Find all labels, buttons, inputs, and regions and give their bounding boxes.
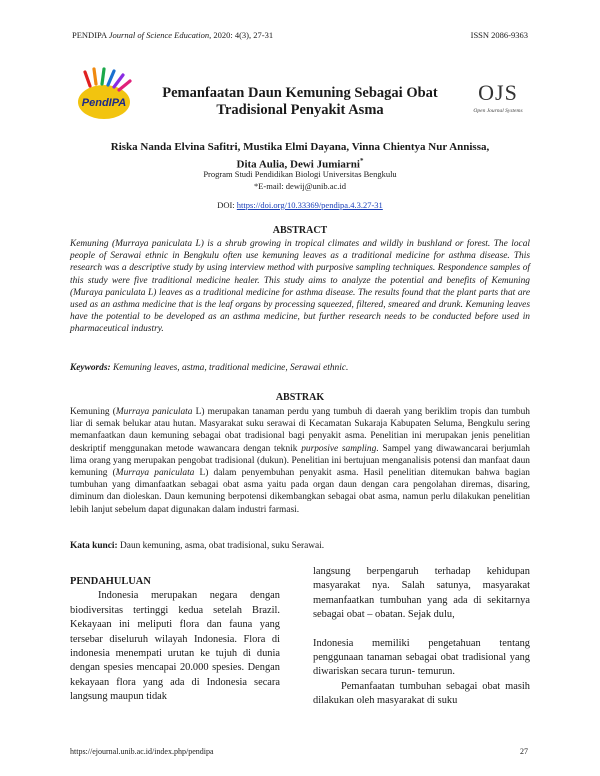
author-list xyxy=(70,140,530,172)
keywords-label: Keywords: xyxy=(70,363,111,373)
abstract-heading: ABSTRACT xyxy=(272,225,328,236)
abstrak-text-d: L) dalam penyembuhan penyakit asma. Hasil penelitian ditemukan bahwa bagian tumbuhan yang dimanfaatkan sebagai obat asma yaitu pada organ daun dengan cara pengolahan diremas, disaring, diminum dan dioleskan. Daun kemuning berpotensi dikembangkan sebagai obat asma, namun perlu dilakukan penelitian lebih lanjut sebelum dapat digunakan dalam industri farmasi. xyxy=(70,468,530,515)
abstrak-purposive: purposive sampling xyxy=(301,443,377,454)
author-line-1: Riska Nanda Elvina Safitri, Mustika Elmi Dayana, Vinna Chientya Nur Annissa, xyxy=(110,141,490,153)
paragraph-gap xyxy=(313,623,530,637)
ojs-logo xyxy=(462,78,534,118)
doi-label: DOI: xyxy=(217,200,237,210)
doi-line xyxy=(70,200,530,210)
ojs-logo-text: OJS xyxy=(478,80,518,105)
intro-heading: PENDAHULUAN xyxy=(70,576,151,587)
running-header-issn: ISSN 2086-9363 xyxy=(470,30,528,40)
abstrak-species-2: Murraya paniculata xyxy=(115,468,195,479)
abstract-body: Kemuning (Murraya paniculata L) is a shrub growing in tropical climates and wildly in bushland or forest. The local people of Serawai ethnic in Bengkulu often use kemuning leaves as a traditional medicine for asthma disease. This research was a descriptive study by using interview method with purposive sampling techniques. Respondence samples of this study were five traditional medicine healer. This study aims to analyze the potential and benefits of Kemuning (Muraya paniculata L) leaves as a traditional medicine for asthma disease. The results found that the plant parts that are used as an asthma medicine that is the leaf organs by processing squeezed, filtered, smeared and drunk. Kemuning leaves have the potential to be developed as an asthma medicine, but further research needs to be conducted before used in pharmaceutical industry. xyxy=(70,239,530,335)
kata-kunci-label: Kata kunci: xyxy=(70,541,118,551)
pendipa-logo xyxy=(70,66,156,124)
abstract-keywords xyxy=(70,362,530,374)
intro-paragraph-3: Pemanfaatan tumbuhan sebagai obat masih dilakukan oleh masyarakat di suku xyxy=(313,680,530,707)
doi-link[interactable]: https://doi.org/10.33369/pendipa.4.3.27-31 xyxy=(236,200,383,210)
corresponding-mark: * xyxy=(359,157,364,165)
abstrak-text-a: Kemuning ( xyxy=(70,407,116,417)
abstrak-text-b: L) merupakan tanaman perdu yang tumbuh di daerah yang beriklim tropis dan tumbuh liar di semak belukar atau hutan. Masyarakat suku serawai di Kecamatan Sukaraja Kabupaten Seluma, Bengkulu sering memanfaatkan daun kemuning sebagai obat tradisional bagi penyakit asma. Penelitian ini merupakan jenis penelitian deskriptif menggunakan metode wawancara dengan teknik xyxy=(70,407,530,454)
abstrak-text-c: . Sampel yang diwawancarai berjumlah lima orang yang merupakan pengobat tradisional (dukun). Penelitian ini bertujuan menganalisis potensi dan manfaat daun kemuning ( xyxy=(70,443,530,479)
abstrak-heading: ABSTRAK xyxy=(275,392,325,403)
running-header-journal xyxy=(72,30,273,40)
body-column-left xyxy=(70,575,280,705)
page-number: 27 xyxy=(520,747,528,756)
corresponding-email: *E-mail: dewij@unib.ac.id xyxy=(253,181,347,191)
abstrak-body xyxy=(70,406,530,516)
paper-title-line-2: Tradisional Penyakit Asma xyxy=(216,102,384,118)
intro-paragraph-1-cont: langsung berpengaruh terhadap kehidupan masyarakat nya. Salah satunya, masyarakat memanfaatkan tumbuhan yang ada di sekitarnya sebagai obat – obatan. Sejak dulu, xyxy=(313,566,530,621)
abstrak-species: Murraya paniculata xyxy=(115,407,193,417)
pendipa-logo-text: PendIPA xyxy=(81,97,127,109)
footer-url: https://ejournal.unib.ac.id/index.php/pendipa xyxy=(70,747,214,756)
body-column-right xyxy=(313,565,530,709)
affiliation: Program Studi Pendidikan Biologi Universitas Bengkulu xyxy=(203,169,397,179)
kata-kunci-text: Daun kemuning, asma, obat tradisional, suku Serawai. xyxy=(117,541,325,551)
intro-paragraph-1: Indonesia merupakan negara dengan biodiversitas tertinggi kedua setelah Brazil. Kekayaan ini meliputi flora dan fauna yang tersebar diseluruh wilayah Indonesia. Flora di indonesia menempati urutan ke tujuh di dunia dengan spesies mencapai 20.000 spesies. Dengan kekayaan flora yang ada di Indonesia secara langsung maupun tidak xyxy=(70,590,280,703)
ojs-logo-subtext: Open Journal Systems xyxy=(473,108,523,114)
intro-paragraph-2: Indonesia memiliki pengetahuan tentang penggunaan tanaman sebagai obat tradisional yang diwariskan secara turun- temurun. xyxy=(313,637,530,678)
author-names-2: Dita Aulia, Dewi Jumiarni xyxy=(236,158,360,171)
journal-subtitle: Journal of Science Education xyxy=(108,30,210,40)
journal-volume: , 2020: 4(3), 27-31 xyxy=(209,30,274,40)
paper-title xyxy=(150,85,450,119)
abstrak-keywords xyxy=(70,541,530,551)
paper-title-line-1: Pemanfaatan Daun Kemuning Sebagai Obat xyxy=(162,85,438,101)
keywords-text: Kemuning leaves, astma, traditional medicine, Serawai ethnic. xyxy=(110,363,349,373)
journal-name: PENDIPA xyxy=(72,30,107,40)
